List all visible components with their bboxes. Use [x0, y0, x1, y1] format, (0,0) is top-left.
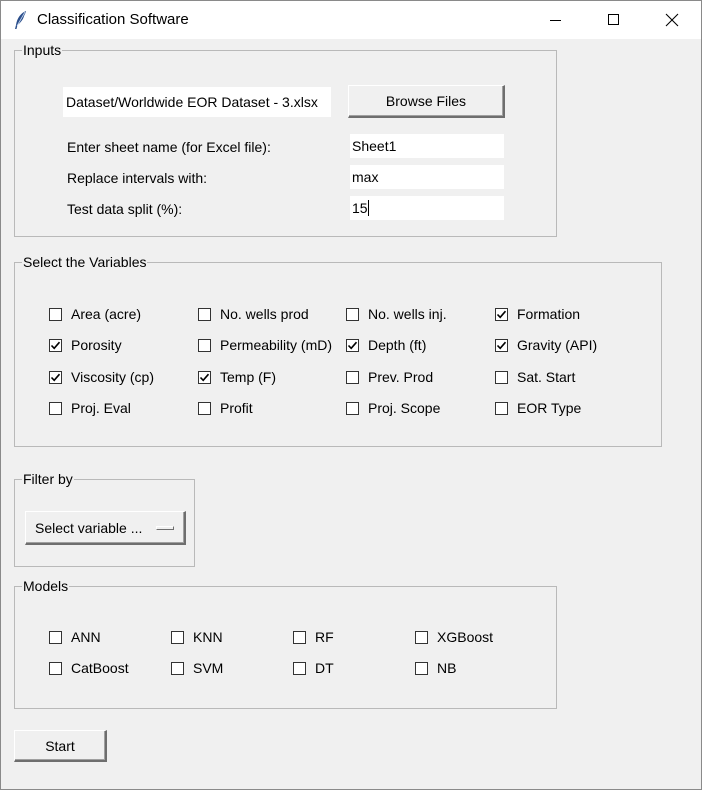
- checkbox-box[interactable]: [415, 631, 428, 644]
- checkbox-box[interactable]: [49, 662, 62, 675]
- option-menu-indicator-icon: [156, 526, 174, 530]
- window-title: Classification Software: [37, 11, 189, 28]
- checkbox-box[interactable]: [346, 308, 359, 321]
- model-checkbox[interactable]: ANN: [49, 629, 101, 645]
- test-split-value: 15: [352, 200, 368, 216]
- checkbox-box[interactable]: [293, 662, 306, 675]
- checkbox-box[interactable]: [171, 662, 184, 675]
- checkmark-icon: [496, 340, 507, 351]
- test-split-field[interactable]: [350, 196, 504, 220]
- checkbox-box[interactable]: [346, 339, 359, 352]
- inputs-group: [14, 42, 557, 237]
- variable-checkbox[interactable]: Depth (ft): [346, 337, 426, 353]
- feather-icon: [13, 10, 29, 30]
- browse-files-button[interactable]: Browse Files: [348, 85, 505, 118]
- sheet-name-label: Enter sheet name (for Excel file):: [67, 139, 271, 155]
- close-icon: [665, 13, 679, 27]
- variable-checkbox[interactable]: No. wells prod: [198, 306, 309, 322]
- filter-group: [14, 471, 195, 567]
- checkbox-box[interactable]: [198, 339, 211, 352]
- models-legend: Models: [23, 578, 69, 594]
- model-checkbox[interactable]: XGBoost: [415, 629, 493, 645]
- minimize-button[interactable]: [527, 1, 585, 39]
- variable-checkbox[interactable]: Prev. Prod: [346, 369, 433, 385]
- text-caret: [368, 200, 369, 216]
- checkbox-box[interactable]: [415, 662, 428, 675]
- maximize-button[interactable]: [585, 1, 643, 39]
- title-bar[interactable]: [1, 1, 701, 39]
- checkbox-box[interactable]: [171, 631, 184, 644]
- checkbox-box[interactable]: [293, 631, 306, 644]
- filter-legend: Filter by: [23, 471, 73, 487]
- checkmark-icon: [50, 340, 61, 351]
- variable-checkbox[interactable]: Permeability (mD): [198, 337, 332, 353]
- variable-checkbox[interactable]: Formation: [495, 306, 580, 322]
- variable-checkbox[interactable]: No. wells inj.: [346, 306, 447, 322]
- checkbox-box[interactable]: [346, 371, 359, 384]
- checkmark-icon: [50, 372, 61, 383]
- inputs-legend: Inputs: [23, 42, 62, 58]
- checkmark-icon: [496, 309, 507, 320]
- maximize-icon: [608, 14, 620, 26]
- checkmark-icon: [347, 340, 358, 351]
- model-checkbox[interactable]: DT: [293, 660, 334, 676]
- checkbox-box[interactable]: [49, 402, 62, 415]
- file-path-field[interactable]: Dataset/Worldwide EOR Dataset - 3.xlsx: [63, 87, 331, 117]
- sheet-name-field[interactable]: Sheet1: [350, 134, 504, 158]
- close-button[interactable]: [643, 1, 701, 39]
- filter-variable-select[interactable]: [25, 511, 186, 545]
- variables-group: [14, 254, 662, 447]
- variable-checkbox[interactable]: Proj. Scope: [346, 400, 440, 416]
- models-group: [14, 578, 557, 709]
- test-split-label: Test data split (%):: [67, 201, 183, 217]
- model-checkbox[interactable]: RF: [293, 629, 334, 645]
- filter-select-label: Select variable ...: [35, 519, 143, 536]
- replace-intervals-field[interactable]: max: [350, 165, 504, 189]
- variable-checkbox[interactable]: Viscosity (cp): [49, 369, 154, 385]
- minimize-icon: [550, 14, 562, 26]
- variables-legend: Select the Variables: [23, 254, 147, 270]
- checkbox-box[interactable]: [49, 631, 62, 644]
- checkbox-box[interactable]: [495, 402, 508, 415]
- checkbox-box[interactable]: [495, 371, 508, 384]
- start-button[interactable]: Start: [14, 730, 107, 762]
- variable-checkbox[interactable]: Gravity (API): [495, 337, 597, 353]
- variable-checkbox[interactable]: Area (acre): [49, 306, 141, 322]
- checkbox-box[interactable]: [495, 339, 508, 352]
- checkbox-box[interactable]: [346, 402, 359, 415]
- checkbox-box[interactable]: [198, 371, 211, 384]
- model-checkbox[interactable]: NB: [415, 660, 456, 676]
- model-checkbox[interactable]: SVM: [171, 660, 223, 676]
- variable-checkbox[interactable]: EOR Type: [495, 400, 581, 416]
- variable-checkbox[interactable]: Proj. Eval: [49, 400, 131, 416]
- variable-checkbox[interactable]: Temp (F): [198, 369, 276, 385]
- variable-checkbox[interactable]: Sat. Start: [495, 369, 575, 385]
- checkbox-box[interactable]: [49, 339, 62, 352]
- replace-intervals-label: Replace intervals with:: [67, 170, 208, 186]
- checkbox-box[interactable]: [198, 308, 211, 321]
- model-checkbox[interactable]: CatBoost: [49, 660, 129, 676]
- checkbox-box[interactable]: [495, 308, 508, 321]
- checkbox-box[interactable]: [49, 308, 62, 321]
- variable-checkbox[interactable]: Profit: [198, 400, 253, 416]
- checkmark-icon: [199, 372, 210, 383]
- model-checkbox[interactable]: KNN: [171, 629, 223, 645]
- variable-checkbox[interactable]: Porosity: [49, 337, 122, 353]
- checkbox-box[interactable]: [49, 371, 62, 384]
- checkbox-box[interactable]: [198, 402, 211, 415]
